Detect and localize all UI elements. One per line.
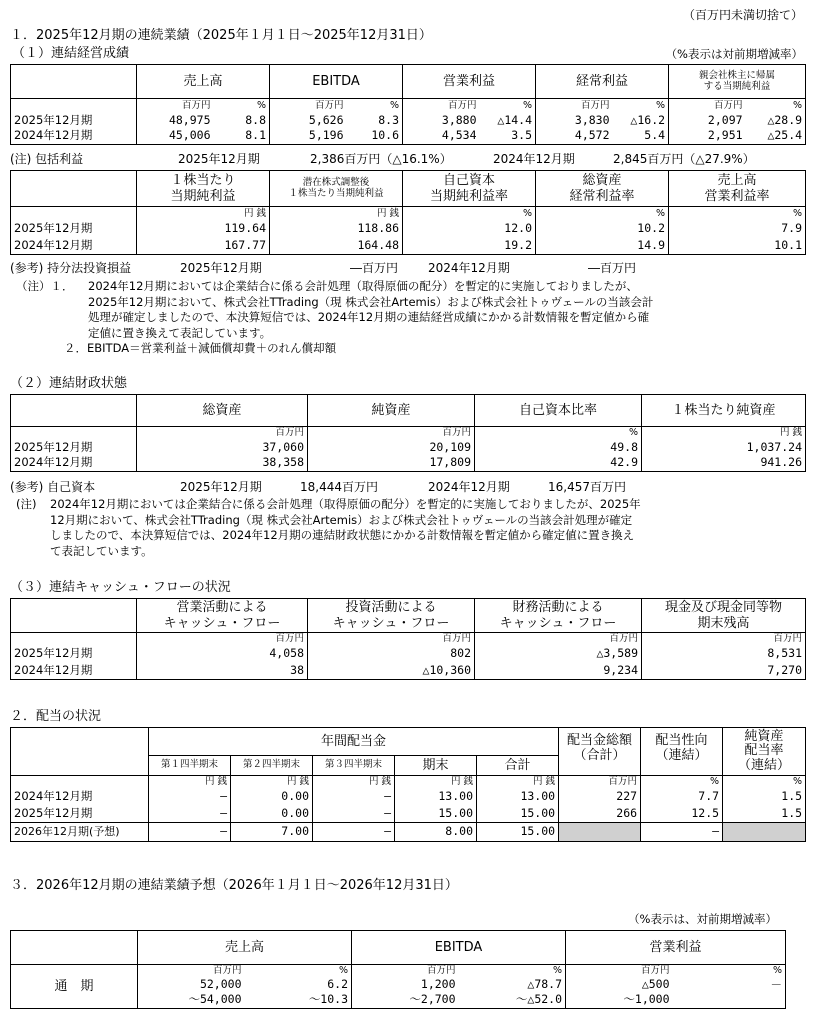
- col-op-margin: 売上高 営業利益率: [669, 171, 806, 207]
- col-bps: １株当たり純資産: [642, 395, 806, 427]
- unit: 百万円: [642, 633, 806, 646]
- unit: %: [746, 99, 806, 113]
- col-investing-cf: 投資活動による キャッシュ・フロー: [308, 599, 475, 633]
- section-2-title: ２．配当の状況: [10, 709, 102, 724]
- unit: %: [480, 99, 536, 113]
- col-total: 合計: [477, 756, 559, 776]
- table-row: 2025年12月期 4,058 802 △3,589 8,531: [11, 646, 806, 663]
- col-financing-cf: 財務活動による キャッシュ・フロー: [475, 599, 642, 633]
- unit: %: [536, 207, 669, 221]
- per-share-table: [10, 170, 806, 255]
- unit: 円 銭: [642, 427, 806, 440]
- col-net-assets: 純資産: [308, 395, 475, 427]
- unit: %: [723, 776, 806, 789]
- col-q3: 第３四半期末: [313, 756, 395, 776]
- shaded-cell: [723, 823, 806, 842]
- forecast-table: [10, 930, 786, 1009]
- col-year-end: 期末: [395, 756, 477, 776]
- unit: 百万円: [669, 99, 746, 113]
- col-roe: 自己資本 当期純利益率: [403, 171, 536, 207]
- table-row: 2024年12月期 ― 0.00 ― 13.00 13.00 227 7.7 1.5: [11, 789, 806, 806]
- comprehensive-income-value: 2,386百万円（△16.1%）: [310, 152, 452, 166]
- own-capital-value: 18,444百万円: [300, 480, 378, 494]
- period-label: 2024年12月期: [428, 480, 510, 494]
- cash-flow-table: [10, 598, 806, 680]
- col-operating-cf: 営業活動による キャッシュ・フロー: [137, 599, 308, 633]
- col-diluted-eps: 潜在株式調整後 １株当たり当期純利益: [270, 171, 403, 207]
- own-capital-label: (参考) 自己資本: [10, 480, 96, 494]
- col-operating-profit: 営業利益: [403, 65, 536, 99]
- col-forecast-sales: 売上高: [138, 931, 352, 965]
- equity-method-line: [10, 261, 810, 277]
- col-doe: 純資産 配当率 （連結）: [723, 728, 806, 776]
- section-1-title: １．2025年12月期の連続業績（2025年１月１日～2025年12月31日）: [10, 28, 432, 43]
- section-1-1-title: （１）連結経営成績: [12, 46, 130, 61]
- unit: 百万円: [566, 965, 673, 977]
- unit: 百万円: [475, 633, 642, 646]
- unit: %: [613, 99, 669, 113]
- table-row: 2024年12月期 167.77 164.48 19.2 14.9 10.1: [11, 238, 806, 255]
- col-q2: 第２四半期末: [231, 756, 313, 776]
- period-label: 2025年12月期: [180, 261, 262, 275]
- col-total-dividend: 配当金総額 （合計）: [559, 728, 641, 776]
- notes-1: （注）１． 2024年12月期においては企業結合に係る会計処理（取得原価の配分）を暫定的に実施しておりましたが、 2025年12月期において、株式会社TTrading（現 株式会社Artemis）および株式会社トゥヴェールの当該会計 処理が確定しましたので、本決算短信では、2024年12月期の連結経営成績にかかる計数情報を暫定値から確 定値に置き換えて表記しています。 ２．EBITDA＝営業利益＋減価償却費＋のれん償却額: [16, 279, 654, 355]
- unit: %: [673, 965, 786, 977]
- financial-position-table: [10, 394, 806, 472]
- unit: %: [475, 427, 642, 440]
- unit: %: [459, 965, 566, 977]
- unit: 百万円: [138, 965, 245, 977]
- unit: 円 銭: [149, 776, 231, 789]
- unit: %: [347, 99, 403, 113]
- col-forecast-ebitda: EBITDA: [352, 931, 566, 965]
- col-equity-ratio: 自己資本比率: [475, 395, 642, 427]
- unit-note: （百万円未満切捨て）: [682, 8, 803, 22]
- shaded-cell: [559, 823, 641, 842]
- table-row: 2025年12月期 48,975 8.8 5,626 8.3 3,880 △14.4 3,830 △16.2 2,097 △28.9: [11, 113, 806, 129]
- row-full-year: 通 期: [11, 965, 138, 1009]
- unit: %: [403, 207, 536, 221]
- forecast-percent-note: （%表示は、対前期増減率）: [628, 912, 777, 926]
- section-3-title: ３．2026年12月期の連結業績予想（2026年１月１日～2026年12月31日）: [10, 878, 458, 893]
- col-payout-ratio: 配当性向 （連結）: [641, 728, 723, 776]
- unit: 百万円: [559, 776, 641, 789]
- period-label: 2024年12月期: [428, 261, 510, 275]
- unit: 百万円: [270, 99, 347, 113]
- unit: 円 銭: [231, 776, 313, 789]
- col-forecast-operating-profit: 営業利益: [566, 931, 786, 965]
- unit: 円 銭: [477, 776, 559, 789]
- unit: %: [245, 965, 352, 977]
- table-row: ～54,000 ～10.3 ～2,700 ～△52.0 ～1,000: [11, 993, 786, 1009]
- table-row: 52,000 6.2 1,200 △78.7 △500 －: [11, 977, 786, 993]
- unit: 円 銭: [313, 776, 395, 789]
- col-total-assets: 総資産: [137, 395, 308, 427]
- unit: 百万円: [352, 965, 459, 977]
- table-row-forecast: 2026年12月期(予想) ― 7.00 ― 8.00 15.00 ―: [11, 823, 806, 842]
- section-1-2-title: （２）連結財政状態: [10, 376, 128, 391]
- dividends-table: [10, 727, 806, 842]
- unit: 百万円: [308, 633, 475, 646]
- col-sales: 売上高: [137, 65, 270, 99]
- unit: %: [669, 207, 806, 221]
- own-capital-value: 16,457百万円: [548, 480, 626, 494]
- unit: 百万円: [403, 99, 480, 113]
- section-1-3-title: （３）連結キャッシュ・フローの状況: [10, 580, 231, 595]
- notes-2: (注) 2024年12月期においては企業結合に係る会計処理（取得原価の配分）を暫定的に実施しておりましたが、2025年 12月期において、株式会社TTrading（現 株式会社Artemis）および株式会社トゥヴェールの当該会計処理が確定 しましたので、本決算短信では、2024年12月期の連結財政状態にかかる計数情報を暫定値から確定値に置き換え て表記しています。: [16, 497, 641, 558]
- col-ordinary-profit: 経常利益: [536, 65, 669, 99]
- table-row: 2024年12月期 38 △10,360 9,234 7,270: [11, 663, 806, 680]
- own-capital-line: [10, 480, 810, 496]
- col-annual-dividend: 年間配当金: [149, 728, 559, 756]
- unit: 円 銭: [137, 207, 270, 221]
- table-row: 2024年12月期 38,358 17,809 42.9 941.26: [11, 456, 806, 472]
- unit: 百万円: [137, 99, 214, 113]
- unit: %: [641, 776, 723, 789]
- period-label: 2024年12月期: [493, 152, 575, 166]
- operating-results-table: [10, 64, 806, 145]
- unit: 百万円: [308, 427, 475, 440]
- unit: %: [214, 99, 270, 113]
- table-row: 2025年12月期 ― 0.00 ― 15.00 15.00 266 12.5 1.5: [11, 806, 806, 823]
- period-label: 2025年12月期: [180, 480, 262, 494]
- col-roa: 総資産 経常利益率: [536, 171, 669, 207]
- equity-method-label: (参考) 持分法投資損益: [10, 261, 132, 275]
- period-label: 2025年12月期: [178, 152, 260, 166]
- unit: 円 銭: [270, 207, 403, 221]
- equity-method-value: ―百万円: [350, 261, 399, 275]
- comprehensive-income-value: 2,845百万円（△27.9%）: [613, 152, 755, 166]
- col-cash-balance: 現金及び現金同等物 期末残高: [642, 599, 806, 633]
- table-row: 2024年12月期 45,006 8.1 5,196 10.6 4,534 3.5 4,572 5.4 2,951 △25.4: [11, 129, 806, 145]
- unit: 百万円: [536, 99, 613, 113]
- equity-method-value: ―百万円: [588, 261, 637, 275]
- unit: 百万円: [137, 427, 308, 440]
- col-eps: １株当たり 当期純利益: [137, 171, 270, 207]
- comprehensive-income-line: [10, 152, 810, 168]
- col-q1: 第１四半期末: [149, 756, 231, 776]
- unit: 円 銭: [395, 776, 477, 789]
- comprehensive-income-label: (注) 包括利益: [10, 152, 84, 166]
- percent-note: （%表示は対前期増減率）: [665, 47, 803, 61]
- col-ebitda: EBITDA: [270, 65, 403, 99]
- unit: 百万円: [137, 633, 308, 646]
- table-row: 2025年12月期 37,060 20,109 49.8 1,037.24: [11, 440, 806, 456]
- table-row: 2025年12月期 119.64 118.86 12.0 10.2 7.9: [11, 221, 806, 238]
- col-net-income: 親会社株主に帰属 する当期純利益: [669, 65, 806, 99]
